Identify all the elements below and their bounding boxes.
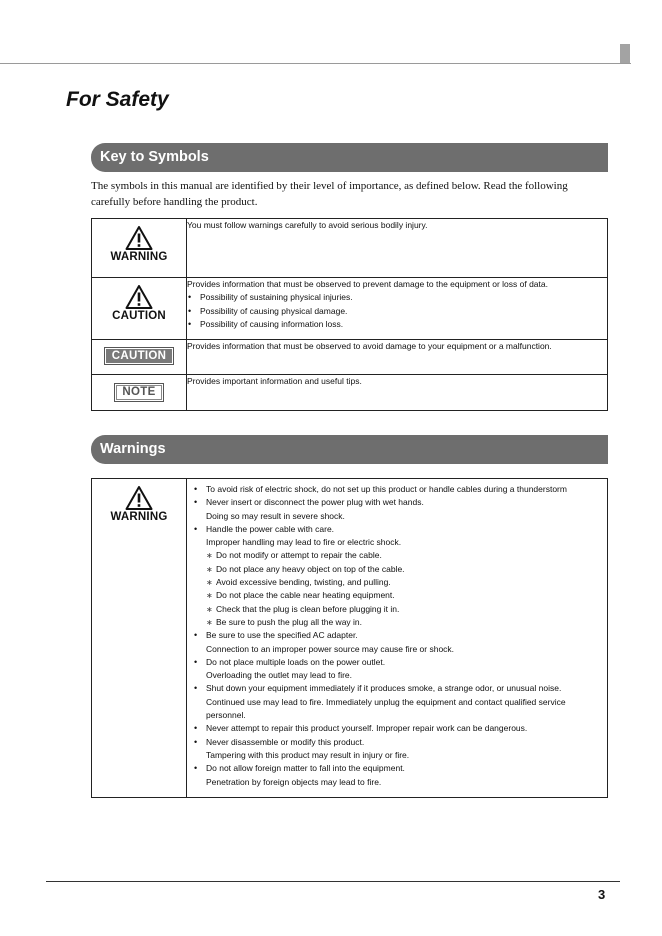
section-header-key-to-symbols: Key to Symbols: [91, 143, 608, 172]
warning-text: Never insert or disconnect the power plug with wet hands.: [206, 497, 424, 508]
symbol-cell: [92, 340, 187, 375]
symbol-row-warning: [92, 219, 608, 278]
page-number: 3: [598, 887, 606, 902]
symbol-description: [187, 219, 608, 278]
symbol-description: [187, 340, 608, 375]
list-item: [206, 736, 601, 763]
list-item: • Possibility of sustaining physical injuries.: [200, 291, 607, 304]
symbol-description-text: You must follow warnings carefully to avoid serious bodily injury.: [187, 220, 428, 230]
warning-triangle-icon: [125, 485, 153, 511]
list-item: [206, 496, 601, 523]
list-item: [206, 629, 601, 656]
note-badge-label: NOTE: [116, 385, 161, 400]
list-item: [206, 483, 601, 496]
list-item: [206, 682, 601, 722]
warning-detail: Continued use may lead to fire. Immediately unplug the equipment and contact qualified service personnel.: [206, 696, 566, 721]
warnings-row: [92, 479, 608, 798]
warning-detail: Improper handling may lead to fire or electric shock.: [206, 537, 402, 548]
cable-care-sublist: [206, 549, 601, 629]
symbol-label: CAUTION: [112, 310, 166, 322]
symbol-cell: [92, 219, 187, 278]
list-item: [206, 722, 601, 735]
page-title: For Safety: [66, 88, 169, 111]
sub-list-item: ∗ Do not modify or attempt to repair the cable.: [216, 549, 601, 562]
warning-text: Be sure to use the specified AC adapter.: [206, 630, 358, 641]
symbol-cell: [92, 278, 187, 340]
symbol-cell: [92, 479, 187, 798]
sub-list-item: ∗ Check that the plug is clean before plugging it in.: [216, 603, 601, 616]
footer-divider: [46, 881, 620, 882]
list-item: [206, 523, 601, 629]
warning-text: Shut down your equipment immediately if it produces smoke, a strange odor, or unusual noise.: [206, 683, 562, 694]
symbol-cell: [92, 375, 187, 411]
sub-list-item: ∗ Be sure to push the plug all the way in.: [216, 616, 601, 629]
warning-text: Never disassemble or modify this product.: [206, 736, 365, 747]
sub-list-item: ∗ Do not place any heavy object on top of the cable.: [216, 563, 601, 576]
chapter-tab-marker: [620, 44, 630, 64]
warning-text: Do not place multiple loads on the power outlet.: [206, 656, 386, 667]
warning-detail: Tampering with this product may result in injury or fire.: [206, 749, 410, 760]
intro-paragraph: The symbols in this manual are identified by their level of importance, as defined below. Read the following carefully before handling the product.: [91, 180, 568, 208]
warning-triangle-icon: [125, 284, 153, 310]
warning-triangle-icon: [125, 225, 153, 251]
caution-badge: [104, 347, 175, 365]
section-header-warnings: Warnings: [91, 435, 608, 464]
top-divider: [0, 63, 631, 64]
list-item: • Possibility of causing information loss.: [200, 318, 607, 331]
warning-text: Do not allow foreign matter to fall into the equipment.: [206, 763, 405, 774]
sub-list-item: ∗ Do not place the cable near heating equipment.: [216, 589, 601, 602]
warnings-list-cell: [187, 479, 608, 798]
warning-text: To avoid risk of electric shock, do not set up this product or handle cables during a thunderstorm: [206, 484, 567, 494]
caution-badge-label: CAUTION: [106, 349, 173, 363]
symbol-description-text: Provides information that must be observed to prevent damage to the equipment or loss of data.: [187, 279, 548, 289]
warning-detail: Penetration by foreign objects may lead to fire.: [206, 776, 382, 787]
symbols-table: [91, 218, 608, 411]
list-item: [206, 656, 601, 683]
symbol-label: WARNING: [110, 251, 168, 263]
warning-text: Never attempt to repair this product yourself. Improper repair work can be dangerous.: [206, 723, 528, 734]
symbol-description: [187, 375, 608, 411]
warning-text: Handle the power cable with care.: [206, 523, 335, 534]
warnings-table: [91, 478, 608, 798]
warning-detail: Connection to an improper power source may cause fire or shock.: [206, 643, 455, 654]
symbol-row-note: [92, 375, 608, 411]
warning-detail: Overloading the outlet may lead to fire.: [206, 670, 352, 681]
list-item: [206, 762, 601, 789]
symbol-description-text: Provides information that must be observed to avoid damage to your equipment or a malfunction.: [187, 341, 552, 351]
warning-detail: Doing so may result in severe shock.: [206, 510, 345, 521]
symbol-row-caution: [92, 278, 608, 340]
symbol-label: WARNING: [110, 511, 168, 523]
list-item: • Possibility of causing physical damage.: [200, 305, 607, 318]
symbol-description: [187, 278, 608, 340]
sub-list-item: ∗ Avoid excessive bending, twisting, and pulling.: [216, 576, 601, 589]
warnings-list: [193, 483, 601, 789]
note-badge: [114, 383, 163, 402]
symbol-row-caution-badge: [92, 340, 608, 375]
symbol-description-text: Provides important information and useful tips.: [187, 376, 362, 386]
caution-bullets: [187, 291, 607, 331]
